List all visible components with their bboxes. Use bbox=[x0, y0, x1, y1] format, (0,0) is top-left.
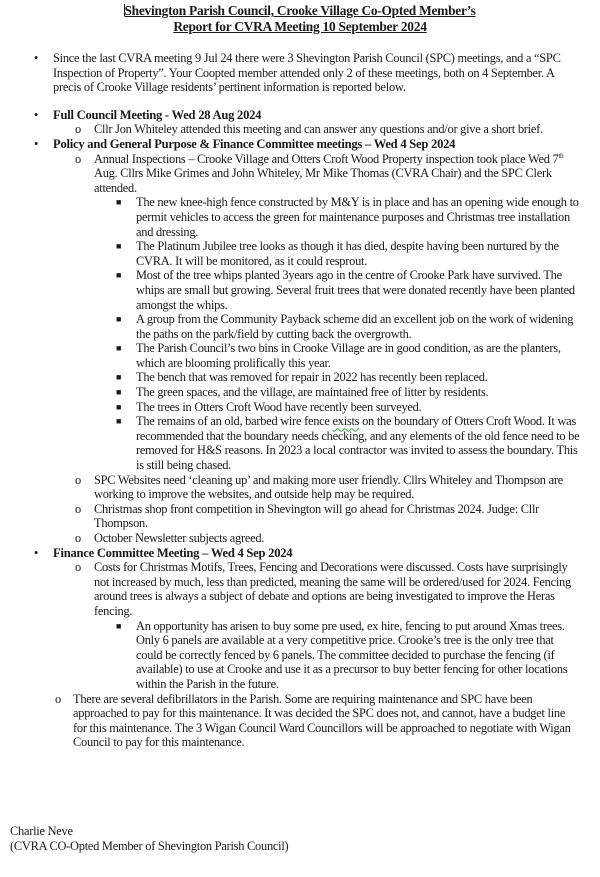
list-item: ■ Most of the tree whips planted 3years ago in the centre of Crooke Park have survived. The whips are small but growing. Several fruit trees that were donated recently have been planted amongst the whips. bbox=[116, 268, 575, 312]
list-item: o There are several defibrillators in the Parish. Some are requiring maintenance and SPC have been approached to pay for this maintenance. It was decided the SPC does not, and cannot, have a budget line for this maintenance. The 3 Wigan Council Ward Councillors will be approached to negotiate with Wigan Council to pay for this maintenance. bbox=[55, 691, 571, 750]
list-item: o Cllr Jon Whiteley attended this meeting and can answer any questions and/or give a short brief. bbox=[75, 122, 543, 137]
hollow-bullet-icon: o bbox=[75, 560, 81, 575]
signature-name: Charlie Neve bbox=[10, 824, 73, 838]
hollow-bullet-icon: o bbox=[75, 122, 81, 137]
hollow-bullet-icon: o bbox=[75, 501, 81, 516]
square-bullet-icon: ■ bbox=[116, 343, 122, 354]
list-item: o SPC Websites need ‘cleaning up’ and making more user friendly. Cllrs Whiteley and Thompson are working to improve the websites, and outside help may be required. bbox=[75, 472, 563, 502]
title-line-2: Report for CVRA Meeting 10 September 2024 bbox=[173, 18, 427, 34]
hollow-bullet-icon: o bbox=[55, 691, 61, 706]
list-item: ■ The remains of an old, barbed wire fence exists on the boundary of Otters Croft Wood. It was recommended that the boundary needs checking, and any elements of the old fence need to be removed for H&S reasons. In 2023 a local contractor was invited to assess the boundary. This is still being chased. bbox=[116, 414, 580, 473]
list-item: ■ A group from the Community Payback scheme did an excellent job on the work of widening the paths on the park/field by cutting back the overgrowth. bbox=[116, 312, 574, 341]
list-item: ■ The trees in Otters Croft Wood have recently been surveyed. bbox=[116, 399, 422, 414]
intro-paragraph: • Since the last CVRA meeting 9 Jul 24 there were 3 Shevington Parish Council (SPC) meetings, and a “SPC Inspection of Property”. Your Coopted member attended only 2 of these meetings, both on 4 September. A precis of Crooke Village residents’ pertinent information is reported below. bbox=[34, 51, 561, 95]
section-heading-full-council: • Full Council Meeting - Wed 28 Aug 2024 bbox=[34, 107, 262, 122]
section-heading-policy-committee: • Policy and General Purpose & Finance Committee meetings – Wed 4 Sep 2024 bbox=[34, 136, 456, 151]
list-item: ■ The Parish Council’s two bins in Crooke Village are in good condition, as are the planters, which are blooming prolifically this year. bbox=[116, 341, 561, 370]
square-bullet-icon: ■ bbox=[116, 314, 122, 325]
list-item: o Christmas shop front competition in Shevington will go ahead for Christmas 2024. Judge: Cllr Thompson. bbox=[75, 501, 540, 531]
bullet-icon: • bbox=[34, 545, 39, 560]
list-item: ■ The green spaces, and the village, are maintained free of litter by residents. bbox=[116, 385, 489, 400]
bullet-icon: • bbox=[34, 136, 39, 151]
signature-block bbox=[10, 824, 288, 854]
list-item: o Costs for Christmas Motifs, Trees, Fencing and Decorations were discussed. Costs have surprisingly not increased by much, less than predicted, meaning the same will be ordered/used for 2024. Fencing around trees is always a subject of debate and options are being investigated to improve the Heras fencing. bbox=[75, 560, 571, 618]
grammar-flagged-word[interactable]: exists bbox=[332, 414, 360, 429]
list-item: ■ The Platinum Jubilee tree looks as though it has died, despite having been nurtured by the CVRA. It will be monitored, as it could resprout. bbox=[116, 239, 559, 268]
square-bullet-icon: ■ bbox=[116, 416, 122, 427]
list-item: o October Newsletter subjects agreed. bbox=[75, 531, 265, 545]
list-item: o Annual Inspections – Crooke Village and Otters Croft Wood Property inspection took place Wed 7th Aug. Cllrs Mike Grimes and John Whiteley, Mr Mike Thomas (CVRA Chair) and the SPC Clerk attended. bbox=[75, 151, 564, 195]
square-bullet-icon: ■ bbox=[116, 387, 122, 398]
signature-role: (CVRA CO-Opted Member of Shevington Parish Council) bbox=[10, 839, 289, 853]
square-bullet-icon: ■ bbox=[116, 372, 122, 383]
hollow-bullet-icon: o bbox=[75, 531, 81, 545]
document-title bbox=[0, 0, 600, 34]
square-bullet-icon: ■ bbox=[116, 241, 122, 252]
square-bullet-icon: ■ bbox=[116, 270, 122, 281]
section-heading-finance-committee: • Finance Committee Meeting – Wed 4 Sep 2024 bbox=[34, 545, 293, 560]
list-item: ■ An opportunity has arisen to buy some pre used, ex hire, fencing to put around Xmas trees. Only 6 panels are available at a very competitive price. Crooke’s tree is the only tree that could be correctly fenced by 6 panels. The committee decided to purchase the fencing (if available) to use at Crooke and use it as a precursor to buy better fencing for other locations within the Parish in the future. bbox=[116, 618, 568, 691]
title-line-1: Shevington Parish Council, Crooke Village Co-Opted Member’s bbox=[124, 3, 476, 18]
square-bullet-icon: ■ bbox=[116, 620, 122, 631]
bullet-icon: • bbox=[34, 107, 39, 122]
list-item: ■ The bench that was removed for repair in 2022 has recently been replaced. bbox=[116, 370, 488, 385]
list-item: ■ The new knee-high fence constructed by M&Y is in place and has an opening wide enough to permit vehicles to access the green for maintenance purposes and Christmas tree installation and dressing. bbox=[116, 195, 579, 239]
hollow-bullet-icon: o bbox=[75, 151, 81, 166]
hollow-bullet-icon: o bbox=[75, 472, 81, 487]
square-bullet-icon: ■ bbox=[116, 401, 122, 412]
bullet-icon: • bbox=[34, 51, 39, 65]
square-bullet-icon: ■ bbox=[116, 197, 122, 208]
